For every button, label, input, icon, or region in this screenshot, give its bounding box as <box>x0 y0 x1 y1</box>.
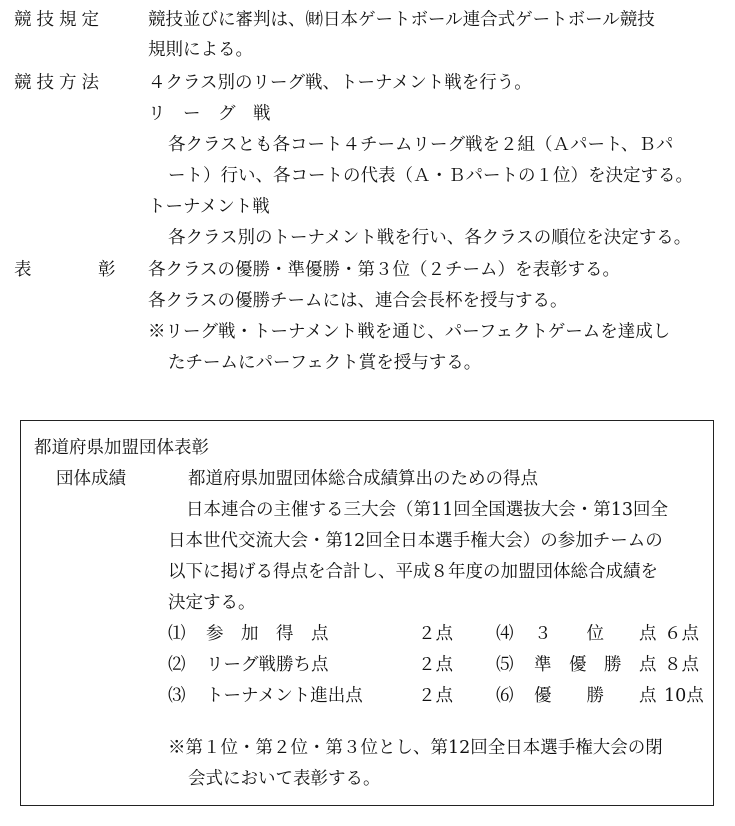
point-value-6: 10点 <box>664 686 704 706</box>
point-label-5: 準 優 勝 点 <box>534 655 657 675</box>
box-sub-label: 団体成績 <box>56 469 126 489</box>
point-num-2: ⑵ <box>168 655 186 675</box>
point-label-1: 参 加 得 点 <box>206 624 329 644</box>
point-value-3: ２点 <box>418 686 453 706</box>
point-value-5: ８点 <box>664 655 699 675</box>
awards-line-4: たチームにパーフェクト賞を授与する。 <box>168 353 482 373</box>
point-num-1: ⑴ <box>168 624 186 644</box>
box-line-4: 決定する。 <box>168 593 256 613</box>
point-num-3: ⑶ <box>168 686 186 706</box>
rules-line-2: 規則による。 <box>148 40 253 60</box>
point-num-5: ⑸ <box>496 655 514 675</box>
point-value-4: ６点 <box>664 624 699 644</box>
awards-line-3: ※リーグ戦・トーナメント戦を通じ、パーフェクトゲームを達成し <box>148 322 671 342</box>
league-line-1: 各クラスとも各コート４チームリーグ戦を２組（Ａパート、Ｂパ <box>168 135 674 155</box>
point-num-4: ⑷ <box>496 624 514 644</box>
awards-label-a: 表 <box>14 260 32 280</box>
rules-label: 競技規定 <box>14 10 104 30</box>
league-heading: リ ー グ 戦 <box>148 104 271 124</box>
awards-line-1: 各クラスの優勝・準優勝・第３位（２チーム）を表彰する。 <box>148 260 620 280</box>
box-line-2: 日本世代交流大会・第12回全日本選手権大会）の参加チームの <box>168 531 663 551</box>
point-label-4: ３ 位 点 <box>534 624 657 644</box>
point-value-2: ２点 <box>418 655 453 675</box>
awards-label-b: 彰 <box>98 260 116 280</box>
method-label: 競技方法 <box>14 73 104 93</box>
tournament-heading: トーナメント戦 <box>148 197 270 217</box>
box-note-2: 会式において表彰する。 <box>188 769 381 789</box>
point-label-3: トーナメント進出点 <box>206 686 363 706</box>
point-num-6: ⑹ <box>496 686 514 706</box>
box-note-1: ※第１位・第２位・第３位とし、第12回全日本選手権大会の閉 <box>168 738 663 758</box>
point-value-1: ２点 <box>418 624 453 644</box>
tournament-line-1: 各クラス別のトーナメント戦を行い、各クラスの順位を決定する。 <box>168 228 692 248</box>
method-intro: ４クラス別のリーグ戦、トーナメント戦を行う。 <box>148 73 532 93</box>
box-line-3: 以下に掲げる得点を合計し、平成８年度の加盟団体総合成績を <box>168 562 658 582</box>
box-title: 都道府県加盟団体表彰 <box>34 438 209 458</box>
point-label-2: リーグ戦勝ち点 <box>206 655 329 675</box>
awards-line-2: 各クラスの優勝チームには、連合会長杯を授与する。 <box>148 291 568 311</box>
box-heading: 都道府県加盟団体総合成績算出のための得点 <box>188 469 538 489</box>
rules-line-1: 競技並びに審判は、㈶日本ゲートボール連合式ゲートボール競技 <box>148 10 655 30</box>
box-line-1: 日本連合の主催する三大会（第11回全国選抜大会・第13回全 <box>186 500 669 520</box>
point-label-6: 優 勝 点 <box>534 686 657 706</box>
league-line-2: ート）行い、各コートの代表（Ａ・Ｂパートの１位）を決定する。 <box>168 166 693 186</box>
